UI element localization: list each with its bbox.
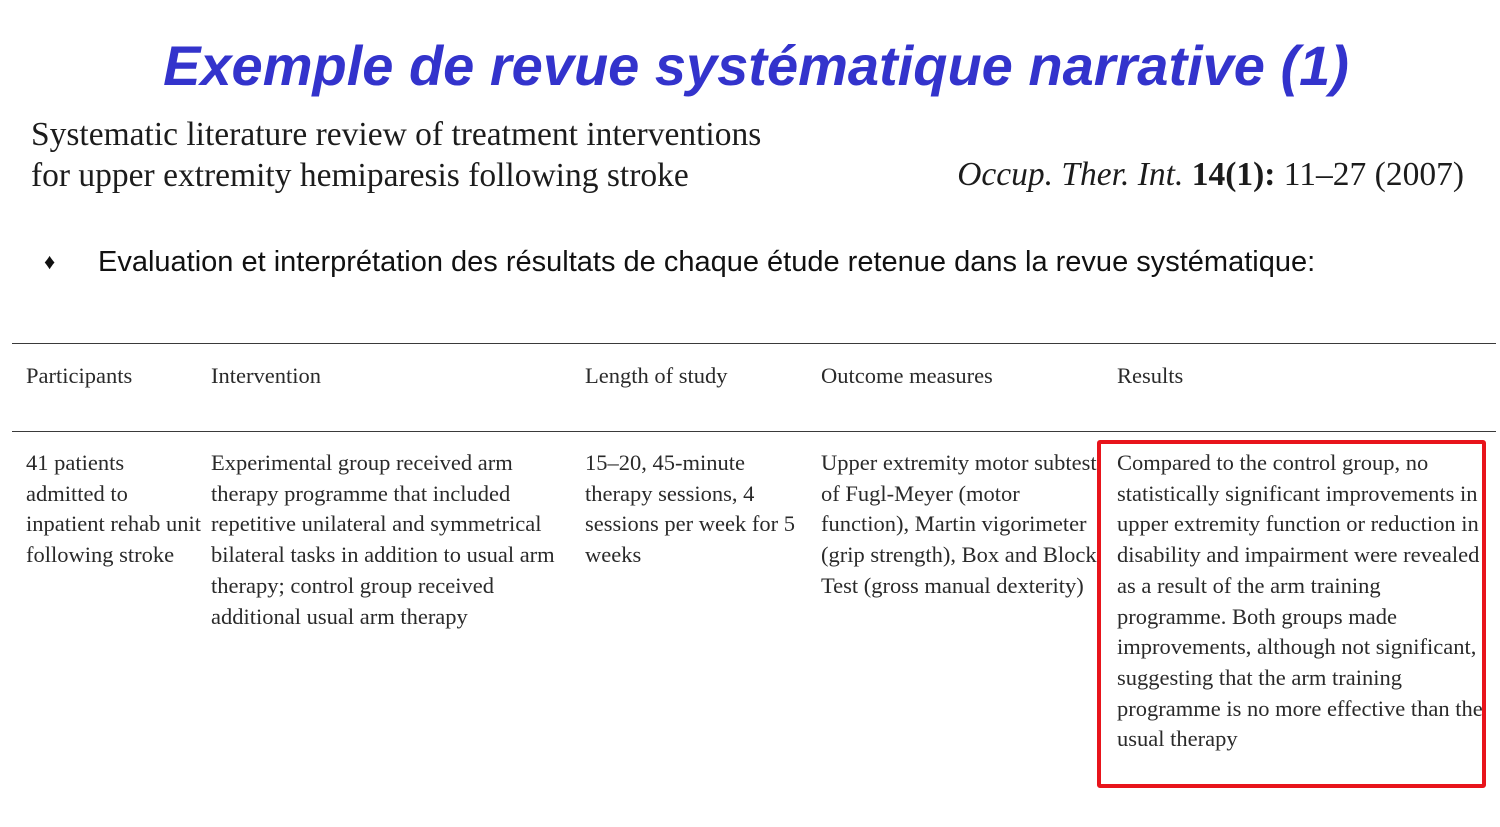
header-participants: Participants bbox=[26, 363, 133, 388]
cell-participants: 41 patients admitted to inpatient rehab unit following stroke bbox=[26, 450, 201, 568]
cell-length-of-study: 15–20, 45-minute therapy sessions, 4 sessions per week for 5 weeks bbox=[585, 450, 795, 568]
table-header-rule bbox=[12, 431, 1496, 432]
header-intervention: Intervention bbox=[211, 363, 321, 388]
cell-results: Compared to the control group, no statistically significant improvements in upper extremity function or reduction in disability and impairment were revealed as a result of the arm training programme. Both groups made improvements, although not significant, suggesting that the arm training programme is no more effective than the usual therapy bbox=[1117, 450, 1483, 752]
citation-volume: 14(1): bbox=[1191, 156, 1276, 193]
paper-title-line-2: for upper extremity hemiparesis following stroke bbox=[31, 157, 689, 194]
header-length-of-study: Length of study bbox=[585, 363, 728, 388]
header-outcome-measures: Outcome measures bbox=[821, 363, 993, 388]
diamond-bullet-icon: ♦ bbox=[44, 249, 56, 274]
table-top-rule bbox=[12, 343, 1496, 344]
paper-citation bbox=[957, 154, 1464, 195]
slide-title: Exemple de revue systématique narrative (1) bbox=[163, 34, 1349, 97]
paper-title bbox=[31, 114, 761, 196]
cell-outcome-measures: Upper extremity motor subtest of Fugl-Meyer (motor function), Martin vigorimeter (grip strength), Box and Block Test (gross manual dexterity) bbox=[821, 450, 1097, 598]
citation-journal: Occup. Ther. Int. bbox=[957, 156, 1184, 193]
citation-pages-year: 11–27 (2007) bbox=[1283, 156, 1464, 193]
paper-title-line-1: Systematic literature review of treatment interventions bbox=[31, 116, 762, 153]
bullet-text: Evaluation et interprétation des résultats de chaque étude retenue dans la revue systématique: bbox=[98, 246, 1316, 278]
header-results: Results bbox=[1117, 363, 1184, 388]
cell-intervention: Experimental group received arm therapy programme that included repetitive unilateral and symmetrical bilateral tasks in addition to usual arm therapy; control group received additional usual arm therapy bbox=[211, 450, 555, 629]
results-highlight-box bbox=[1097, 440, 1486, 788]
